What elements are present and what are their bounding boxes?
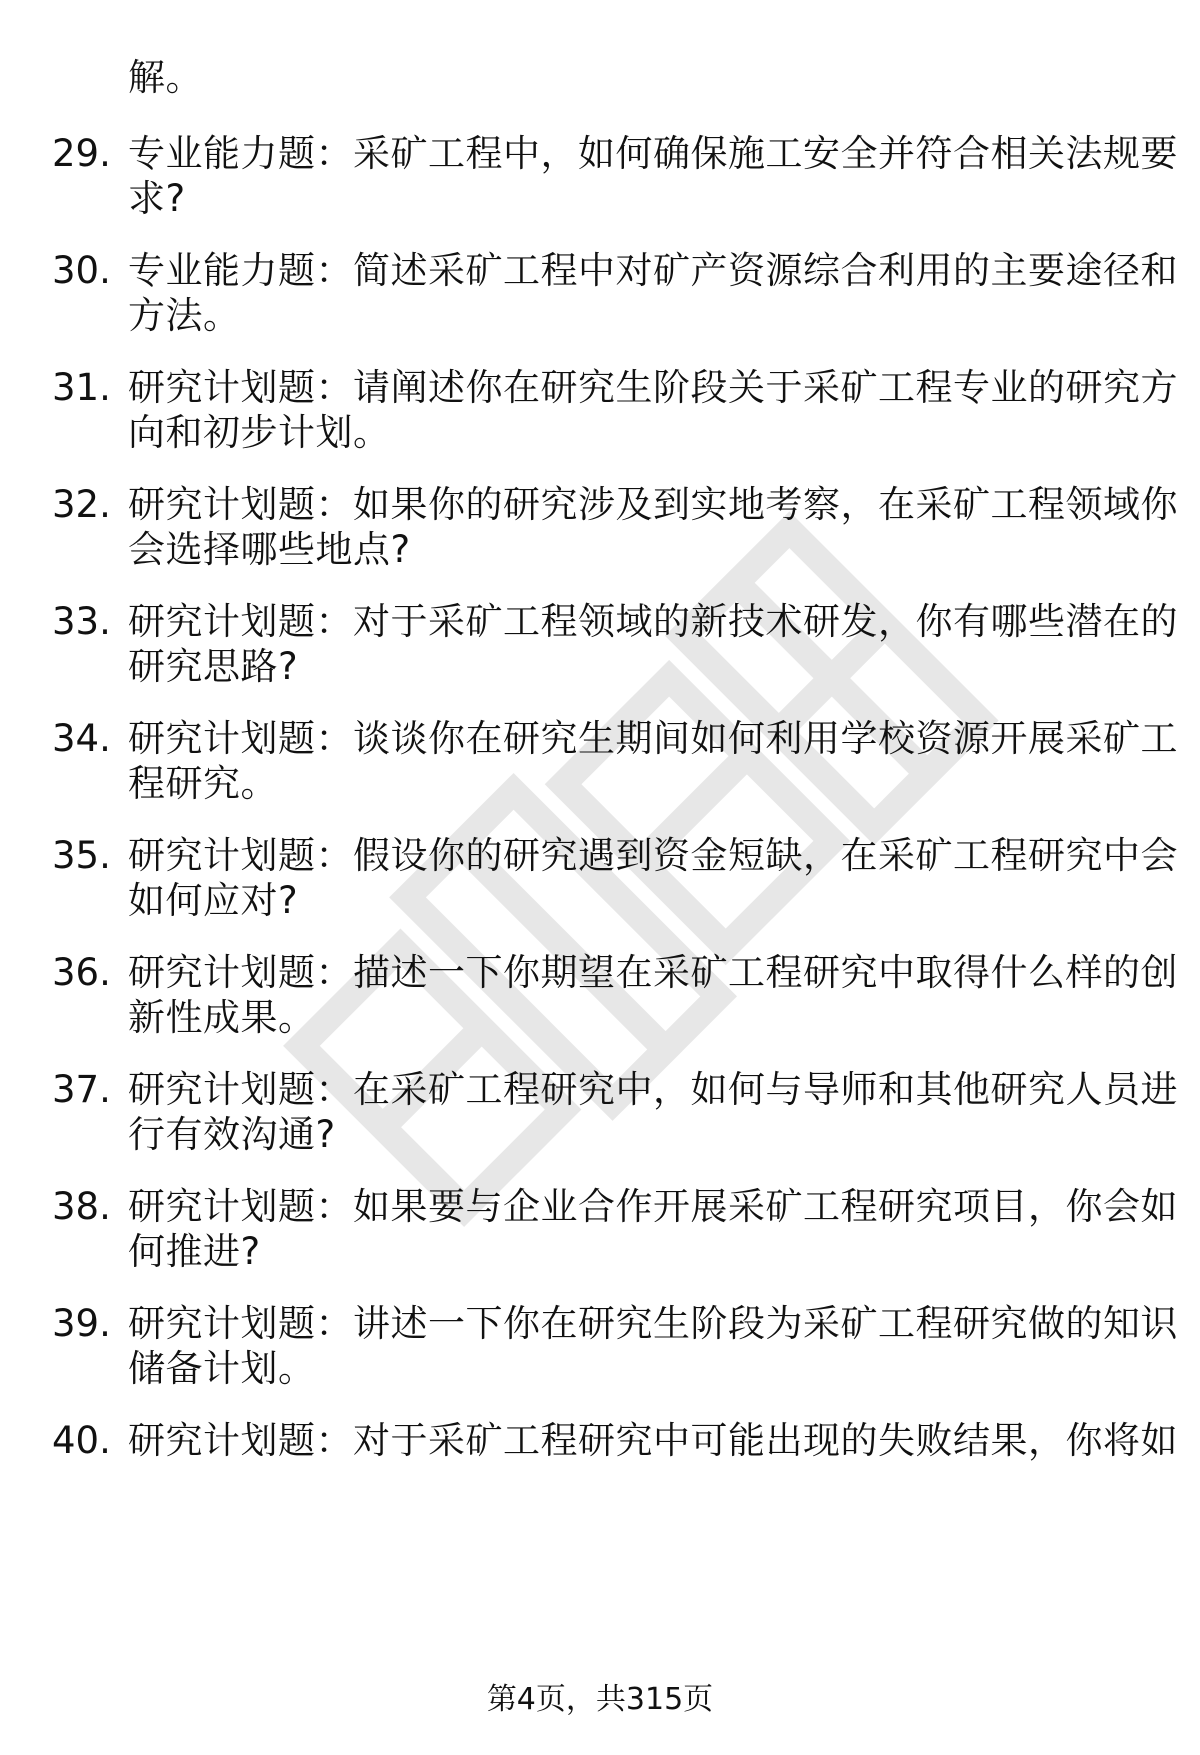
question-number: 39.	[52, 1302, 111, 1345]
question-text-line: 研究计划题：对于采矿工程领域的新技术研发，你有哪些潜在的	[128, 600, 1178, 643]
question-text-line: 专业能力题：采矿工程中，如何确保施工安全并符合相关法规要	[128, 132, 1178, 175]
question-number: 30.	[52, 249, 111, 292]
question-number: 37.	[52, 1068, 111, 1111]
question-text-line: 新性成果。	[128, 996, 316, 1039]
question-number: 38.	[52, 1185, 111, 1228]
question-text-line: 研究计划题：描述一下你期望在采矿工程研究中取得什么样的创	[128, 951, 1178, 994]
question-text-line: 研究计划题：讲述一下你在研究生阶段为采矿工程研究做的知识	[128, 1302, 1178, 1345]
question-number: 34.	[52, 717, 111, 760]
question-text-line: 储备计划。	[128, 1347, 316, 1390]
question-text-line: 专业能力题：简述采矿工程中对矿产资源综合利用的主要途径和	[128, 249, 1178, 292]
question-text-line: 研究计划题：请阐述你在研究生阶段关于采矿工程专业的研究方	[128, 366, 1178, 409]
question-text-line: 向和初步计划。	[128, 411, 391, 454]
question-text-line: 研究计划题：如果你的研究涉及到实地考察，在采矿工程领域你	[128, 483, 1178, 526]
question-text-line: 研究思路?	[128, 645, 299, 688]
question-text-line: 研究计划题：谈谈你在研究生期间如何利用学校资源开展采矿工	[128, 717, 1178, 760]
question-text-line: 方法。	[128, 294, 241, 337]
question-number: 31.	[52, 366, 111, 409]
question-text-line: 研究计划题：在采矿工程研究中，如何与导师和其他研究人员进	[128, 1068, 1178, 1111]
continuation-text: 解。	[128, 56, 203, 99]
question-number: 35.	[52, 834, 111, 877]
question-text-line: 行有效沟通?	[128, 1113, 336, 1156]
question-text-line: 如何应对?	[128, 879, 299, 922]
question-number: 29.	[52, 132, 111, 175]
page-footer: 第4页，共315页	[486, 1682, 714, 1717]
question-text-line: 求?	[128, 177, 186, 220]
question-text-line: 会选择哪些地点?	[128, 528, 411, 571]
question-number: 40.	[52, 1419, 111, 1462]
question-number: 33.	[52, 600, 111, 643]
question-number: 32.	[52, 483, 111, 526]
question-text-line: 研究计划题：对于采矿工程研究中可能出现的失败结果，你将如	[128, 1419, 1178, 1462]
question-number: 36.	[52, 951, 111, 994]
question-text-line: 研究计划题：假设你的研究遇到资金短缺，在采矿工程研究中会	[128, 834, 1178, 877]
question-text-line: 何推进?	[128, 1230, 261, 1273]
question-text-line: 研究计划题：如果要与企业合作开展采矿工程研究项目，你会如	[128, 1185, 1178, 1228]
question-text-line: 程研究。	[128, 762, 278, 805]
